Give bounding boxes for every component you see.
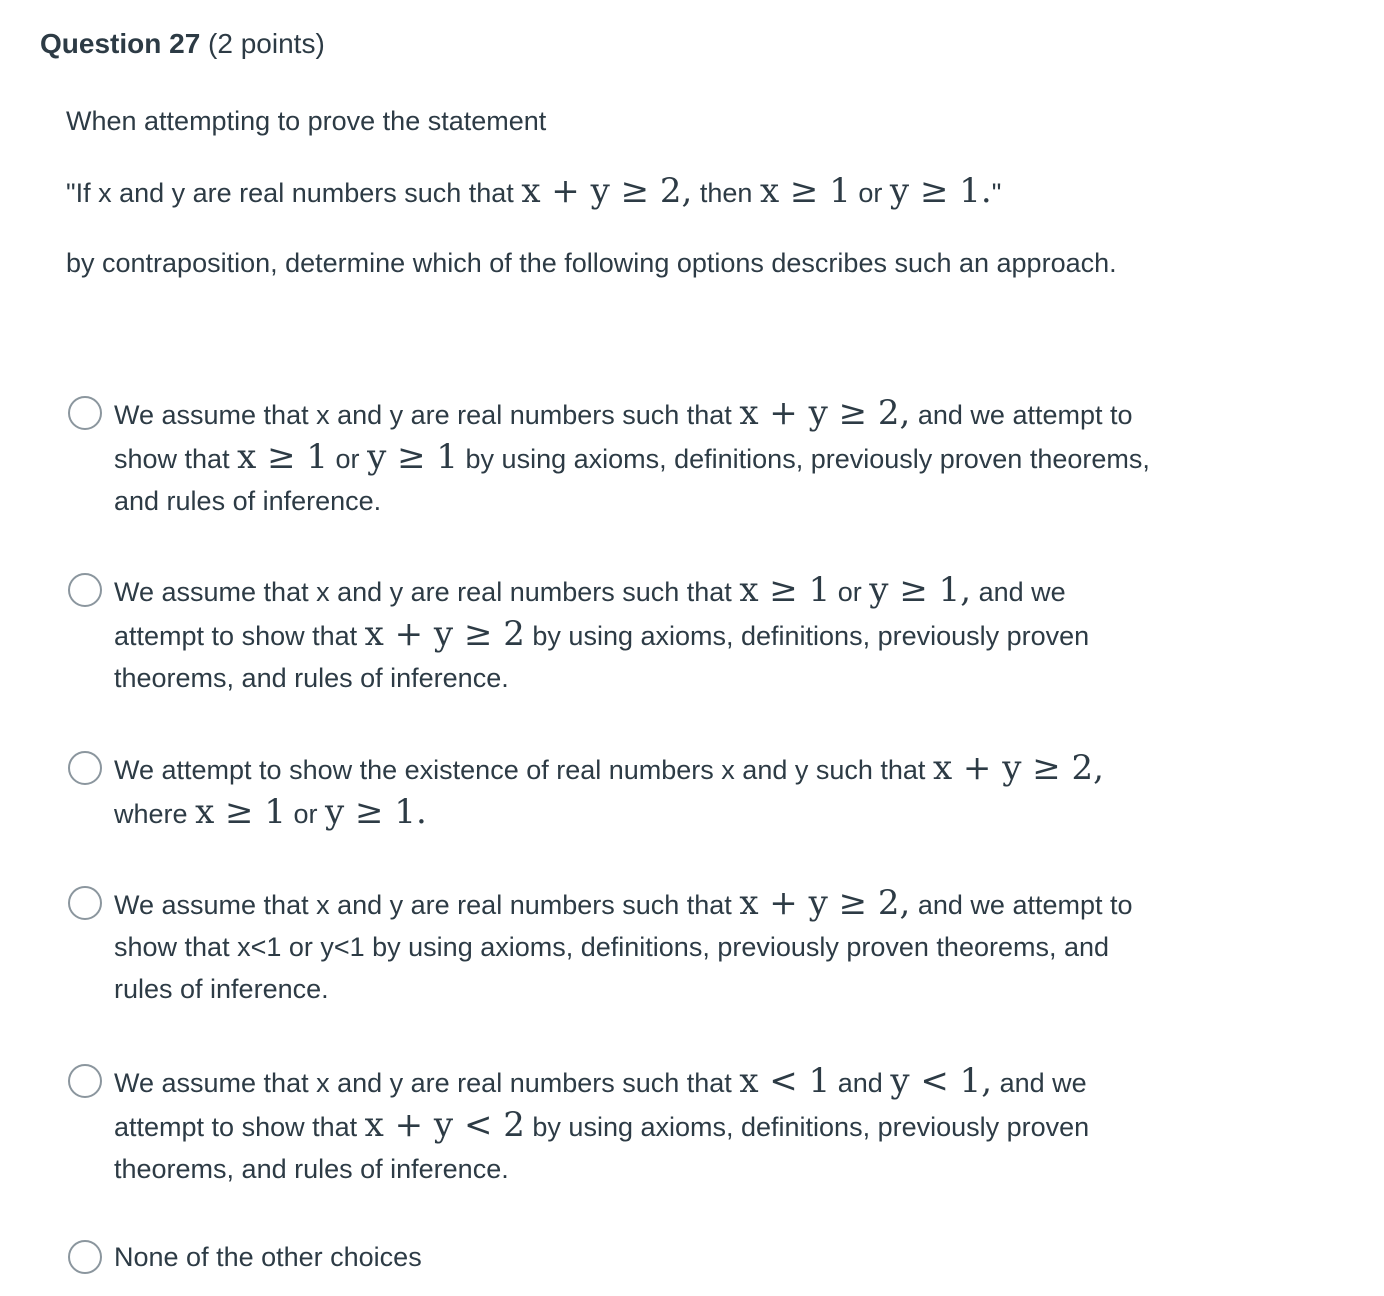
option-text-part: and we attempt to show that xyxy=(114,1068,1087,1142)
answer-option-3[interactable] xyxy=(68,747,1158,835)
option-text xyxy=(114,747,1154,835)
statement-math-x: x ≥ 1 xyxy=(759,171,851,211)
option-math: y ≥ 1, xyxy=(869,570,972,610)
option-math: y < 1, xyxy=(890,1061,993,1101)
option-math: x ≥ 1 xyxy=(195,792,286,832)
statement-math-sum: x + y ≥ 2, xyxy=(521,171,693,211)
question-points: (2 points) xyxy=(208,28,325,59)
option-math: x + y ≥ 2, xyxy=(932,748,1104,788)
option-text-part: where xyxy=(114,799,188,829)
option-text-part: We assume that x and y are real numbers such that xyxy=(114,890,732,920)
radio-button[interactable] xyxy=(68,396,102,430)
option-text xyxy=(114,1236,1154,1278)
option-text-part: We attempt to show the existence of real numbers x and y such that xyxy=(114,755,926,785)
option-text-part: by using axioms, definitions, previously proven theorems, and rules of inference. xyxy=(114,1112,1090,1184)
question-title: Question 27 xyxy=(40,28,201,59)
question-statement xyxy=(66,170,1126,214)
option-math: x + y < 2 xyxy=(364,1105,525,1145)
option-text xyxy=(114,882,1154,1010)
option-text xyxy=(114,569,1154,699)
question-stem xyxy=(66,100,1126,284)
radio-button[interactable] xyxy=(68,886,102,920)
radio-button[interactable] xyxy=(68,1064,102,1098)
answer-option-2[interactable] xyxy=(68,569,1158,699)
option-text-part: and we attempt to show that xyxy=(114,400,1133,474)
option-text-part: and we attempt to show that x<1 or y<1 by using axioms, definitions, previously proven theorems, and rules of inference. xyxy=(114,890,1133,1004)
radio-button[interactable] xyxy=(68,1240,102,1274)
option-text-part: and xyxy=(837,1068,883,1098)
option-math: y ≥ 1 xyxy=(367,437,459,477)
option-text xyxy=(114,1060,1154,1190)
radio-button[interactable] xyxy=(68,751,102,785)
option-text-part: We assume that x and y are real numbers such that xyxy=(114,400,732,430)
option-text-part: by using axioms, definitions, previously proven theorems, and rules of inference. xyxy=(114,444,1150,516)
option-math: x + y ≥ 2 xyxy=(364,614,525,654)
option-math: y ≥ 1. xyxy=(325,792,427,832)
statement-math-y: y ≥ 1. xyxy=(889,171,992,211)
option-text-part: by using axioms, definitions, previously proven theorems, and rules of inference. xyxy=(114,621,1090,693)
option-math: x < 1 xyxy=(739,1061,831,1101)
answer-option-6[interactable] xyxy=(68,1236,1158,1278)
option-text-part: or xyxy=(837,577,862,607)
option-text-part: None of the other choices xyxy=(114,1242,422,1272)
option-text-part: and we attempt to show that xyxy=(114,577,1066,651)
statement-text-or: or xyxy=(858,178,883,208)
option-text xyxy=(114,392,1154,522)
option-text-part: We assume that x and y are real numbers such that xyxy=(114,577,732,607)
question-intro: When attempting to prove the statement xyxy=(66,106,547,136)
option-math: x ≥ 1 xyxy=(739,570,831,610)
option-text-part: or xyxy=(335,444,360,474)
answer-option-1[interactable] xyxy=(68,392,1158,522)
radio-button[interactable] xyxy=(68,573,102,607)
option-math: x + y ≥ 2, xyxy=(739,393,911,433)
option-text-part: We assume that x and y are real numbers such that xyxy=(114,1068,732,1098)
option-math: x ≥ 1 xyxy=(237,437,329,477)
question-instruction: by contraposition, determine which of the following options describes such an approach. xyxy=(66,248,1117,278)
answer-option-4[interactable] xyxy=(68,882,1158,1010)
answer-option-5[interactable] xyxy=(68,1060,1158,1190)
option-text-part: or xyxy=(293,799,318,829)
statement-text-close: " xyxy=(991,178,1002,208)
statement-text-pre: "If x and y are real numbers such that xyxy=(66,178,514,208)
question-header xyxy=(40,28,325,60)
statement-text-then: then xyxy=(699,178,753,208)
option-math: x + y ≥ 2, xyxy=(739,883,911,923)
